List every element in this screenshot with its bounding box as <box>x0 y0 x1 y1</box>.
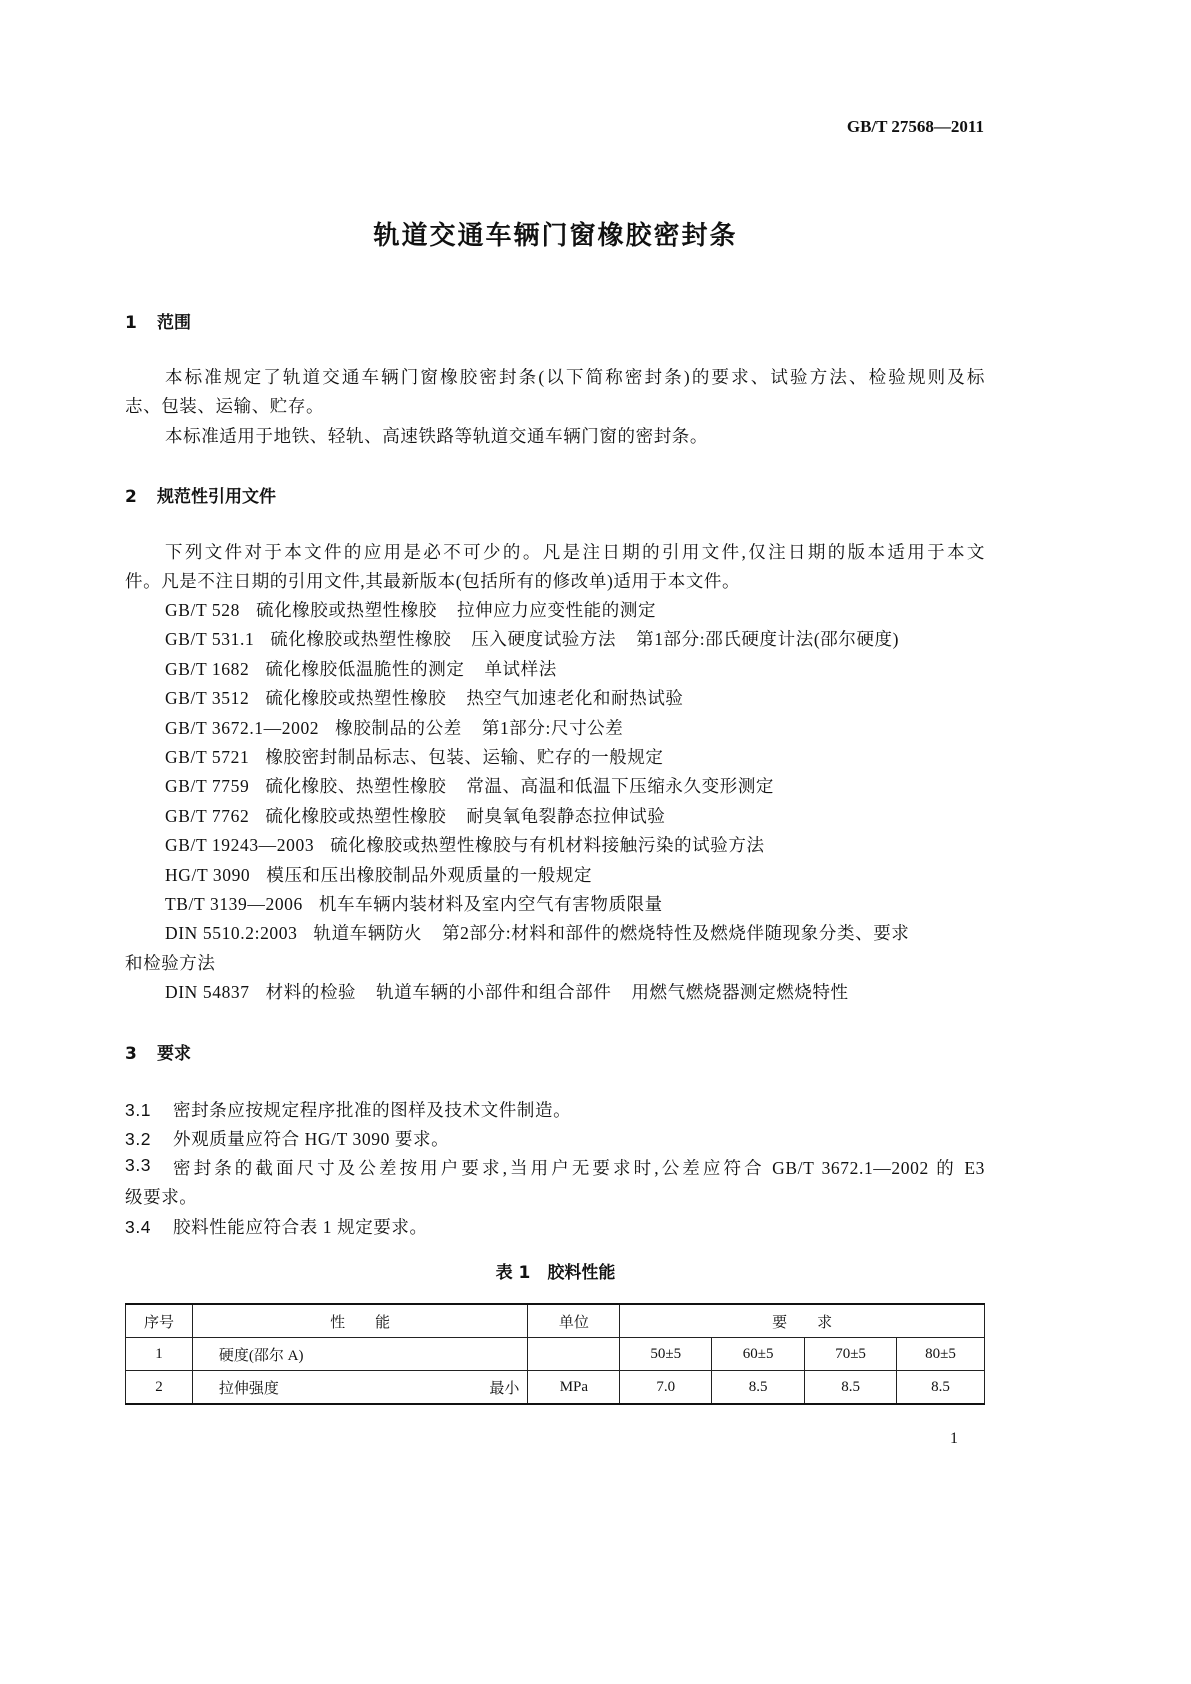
reference-item <box>165 685 704 710</box>
reference-code: GB/T 5721 <box>165 747 250 767</box>
clause-number: 3.3 <box>125 1155 152 1175</box>
reference-code: GB/T 3512 <box>165 688 250 709</box>
reference-title-part: 常温、高温和低温下压缩永久变形测定 <box>466 776 775 797</box>
cell-unit <box>528 1338 620 1371</box>
reference-title-part: 橡胶制品的公差 <box>335 717 462 738</box>
reference-continuation: 和检验方法 <box>125 953 216 973</box>
cell-requirement-value: 60±5 <box>712 1338 805 1371</box>
reference-title-part: 单试样法 <box>484 658 557 679</box>
reference-title-part: 用燃气燃烧器测定燃烧特性 <box>631 982 849 1003</box>
cell-requirement-value: 70±5 <box>805 1338 897 1371</box>
section-title: 规范性引用文件 <box>157 487 276 507</box>
reference-title-part: 硫化橡胶或热塑性橡胶与有机材料接触污染的试验方法 <box>330 835 765 856</box>
reference-code: GB/T 1682 <box>165 658 250 679</box>
reference-title-part: 第2部分:材料和部件的燃烧特性及燃烧伴随现象分类、要求 <box>442 923 910 944</box>
section-number: 2 <box>125 487 137 507</box>
table-row <box>126 1371 985 1405</box>
paragraph-line: 件。凡是不注日期的引用文件,其最新版本(包括所有的修改单)适用于本文件。 <box>125 571 741 591</box>
section-number: 3 <box>125 1044 137 1064</box>
reference-title-part: 轨道车辆的小部件和组合部件 <box>376 982 612 1003</box>
section-title: 范围 <box>157 313 191 333</box>
reference-code: GB/T 19243—2003 <box>165 835 315 856</box>
reference-item <box>165 891 683 916</box>
document-title: 轨道交通车辆门窗橡胶密封条 <box>373 221 738 251</box>
reference-item <box>165 832 785 857</box>
reference-item <box>165 862 612 887</box>
table-caption: 表 1 胶料性能 <box>495 1263 616 1283</box>
property-qualifier: 最小 <box>489 1380 520 1397</box>
reference-item <box>165 920 929 945</box>
section-3-heading <box>125 1039 191 1064</box>
reference-title-part: 热空气加速老化和耐热试验 <box>466 688 684 709</box>
header-property: 性 能 <box>192 1304 527 1338</box>
cell-property <box>192 1371 527 1405</box>
table-row <box>126 1338 985 1371</box>
reference-title-part: 耐臭氧龟裂静态拉伸试验 <box>466 805 666 826</box>
paragraph-line: 本标准规定了轨道交通车辆门窗橡胶密封条(以下简称密封条)的要求、试验方法、检验规则及标 <box>165 367 985 387</box>
reference-title-part: 第1部分:邵氏硬度计法(邵尔硬度) <box>636 629 900 650</box>
clause-3-2 <box>125 1126 449 1151</box>
reference-code: GB/T 3672.1—2002 <box>165 717 320 738</box>
cell-no: 1 <box>126 1338 193 1371</box>
table-header-row <box>126 1304 985 1338</box>
cell-requirement-value: 80±5 <box>897 1338 985 1371</box>
section-1-heading <box>125 308 191 333</box>
reference-code: GB/T 531.1 <box>165 629 255 650</box>
section-title: 要求 <box>157 1044 191 1064</box>
reference-title-part: 机车车辆内装材料及室内空气有害物质限量 <box>318 894 663 914</box>
clause-3-3 <box>125 1155 985 1180</box>
reference-item <box>165 773 794 798</box>
reference-code: TB/T 3139—2006 <box>165 894 303 914</box>
reference-item <box>165 715 643 740</box>
reference-item <box>165 626 919 651</box>
header-no: 序号 <box>126 1304 193 1338</box>
clause-3-3-continuation: 级要求。 <box>125 1187 198 1207</box>
reference-title-part: 硫化橡胶或热塑性橡胶 <box>255 600 437 620</box>
reference-title-part: 材料的检验 <box>265 982 357 1003</box>
clause-text: 密封条的截面尺寸及公差按用户要求,当用户无要求时,公差应符合 GB/T 3672.1—2002 的 E3 <box>173 1158 985 1178</box>
cell-requirement-value: 50±5 <box>620 1338 712 1371</box>
reference-title-part: 硫化橡胶或热塑性橡胶 <box>265 688 447 709</box>
reference-title-part: 硫化橡胶低温脆性的测定 <box>265 658 465 679</box>
reference-title-part: 硫化橡胶或热塑性橡胶 <box>270 629 452 650</box>
reference-code: DIN 54837 <box>165 982 250 1003</box>
clause-3-1 <box>125 1097 571 1122</box>
section-number: 1 <box>125 313 137 333</box>
reference-title-part: 压入硬度试验方法 <box>471 629 617 650</box>
clause-text: 胶料性能应符合表 1 规定要求。 <box>173 1217 428 1237</box>
cell-requirement-value: 7.0 <box>620 1371 712 1405</box>
paragraph-line: 本标准适用于地铁、轻轨、高速铁路等轨道交通车辆门窗的密封条。 <box>165 426 708 446</box>
property-name: 拉伸强度 <box>218 1380 279 1397</box>
reference-code: HG/T 3090 <box>165 864 251 885</box>
clause-text: 密封条应按规定程序批准的图样及技术文件制造。 <box>173 1100 572 1120</box>
cell-property <box>192 1338 527 1371</box>
clause-3-4 <box>125 1214 428 1239</box>
reference-title-part: 模压和压出橡胶制品外观质量的一般规定 <box>266 864 593 885</box>
clause-number: 3.2 <box>125 1129 152 1149</box>
reference-title-part: 第1部分:尺寸公差 <box>481 717 624 738</box>
cell-requirement-value: 8.5 <box>712 1371 805 1405</box>
properties-table <box>125 1303 985 1405</box>
reference-item <box>165 803 685 828</box>
reference-title-part: 硫化橡胶、热塑性橡胶 <box>265 776 447 797</box>
clause-number: 3.4 <box>125 1217 152 1237</box>
cell-requirement-value: 8.5 <box>805 1371 897 1405</box>
reference-item <box>165 744 684 769</box>
reference-title-part: 硫化橡胶或热塑性橡胶 <box>265 805 447 826</box>
reference-code: GB/T 7762 <box>165 805 250 826</box>
reference-title-part: 轨道车辆防火 <box>313 923 423 944</box>
clause-text: 外观质量应符合 HG/T 3090 要求。 <box>173 1129 450 1149</box>
paragraph-line: 下列文件对于本文件的应用是必不可少的。凡是注日期的引用文件,仅注日期的版本适用于本文 <box>165 542 985 562</box>
header-unit: 单位 <box>528 1304 620 1338</box>
clause-number: 3.1 <box>125 1100 152 1120</box>
reference-title-part: 拉伸应力应变性能的测定 <box>456 600 657 620</box>
standard-number: GB/T 27568—2011 <box>846 117 984 136</box>
page-number: 1 <box>950 1430 958 1447</box>
cell-no: 2 <box>126 1371 193 1405</box>
reference-item <box>165 979 869 1004</box>
reference-title-part: 橡胶密封制品标志、包装、运输、贮存的一般规定 <box>265 747 664 767</box>
reference-code: DIN 5510.2:2003 <box>165 923 298 944</box>
cell-requirement-value: 8.5 <box>897 1371 985 1405</box>
paragraph-line: 志、包装、运输、贮存。 <box>125 396 325 416</box>
cell-unit: MPa <box>528 1371 620 1405</box>
reference-code: GB/T 7759 <box>165 776 250 797</box>
section-2-heading <box>125 482 276 507</box>
reference-code: GB/T 528 <box>165 600 240 620</box>
reference-item <box>165 656 577 681</box>
reference-item <box>165 597 676 622</box>
property-name: 硬度(邵尔 A) <box>218 1347 304 1364</box>
header-requirement: 要 求 <box>620 1304 985 1338</box>
